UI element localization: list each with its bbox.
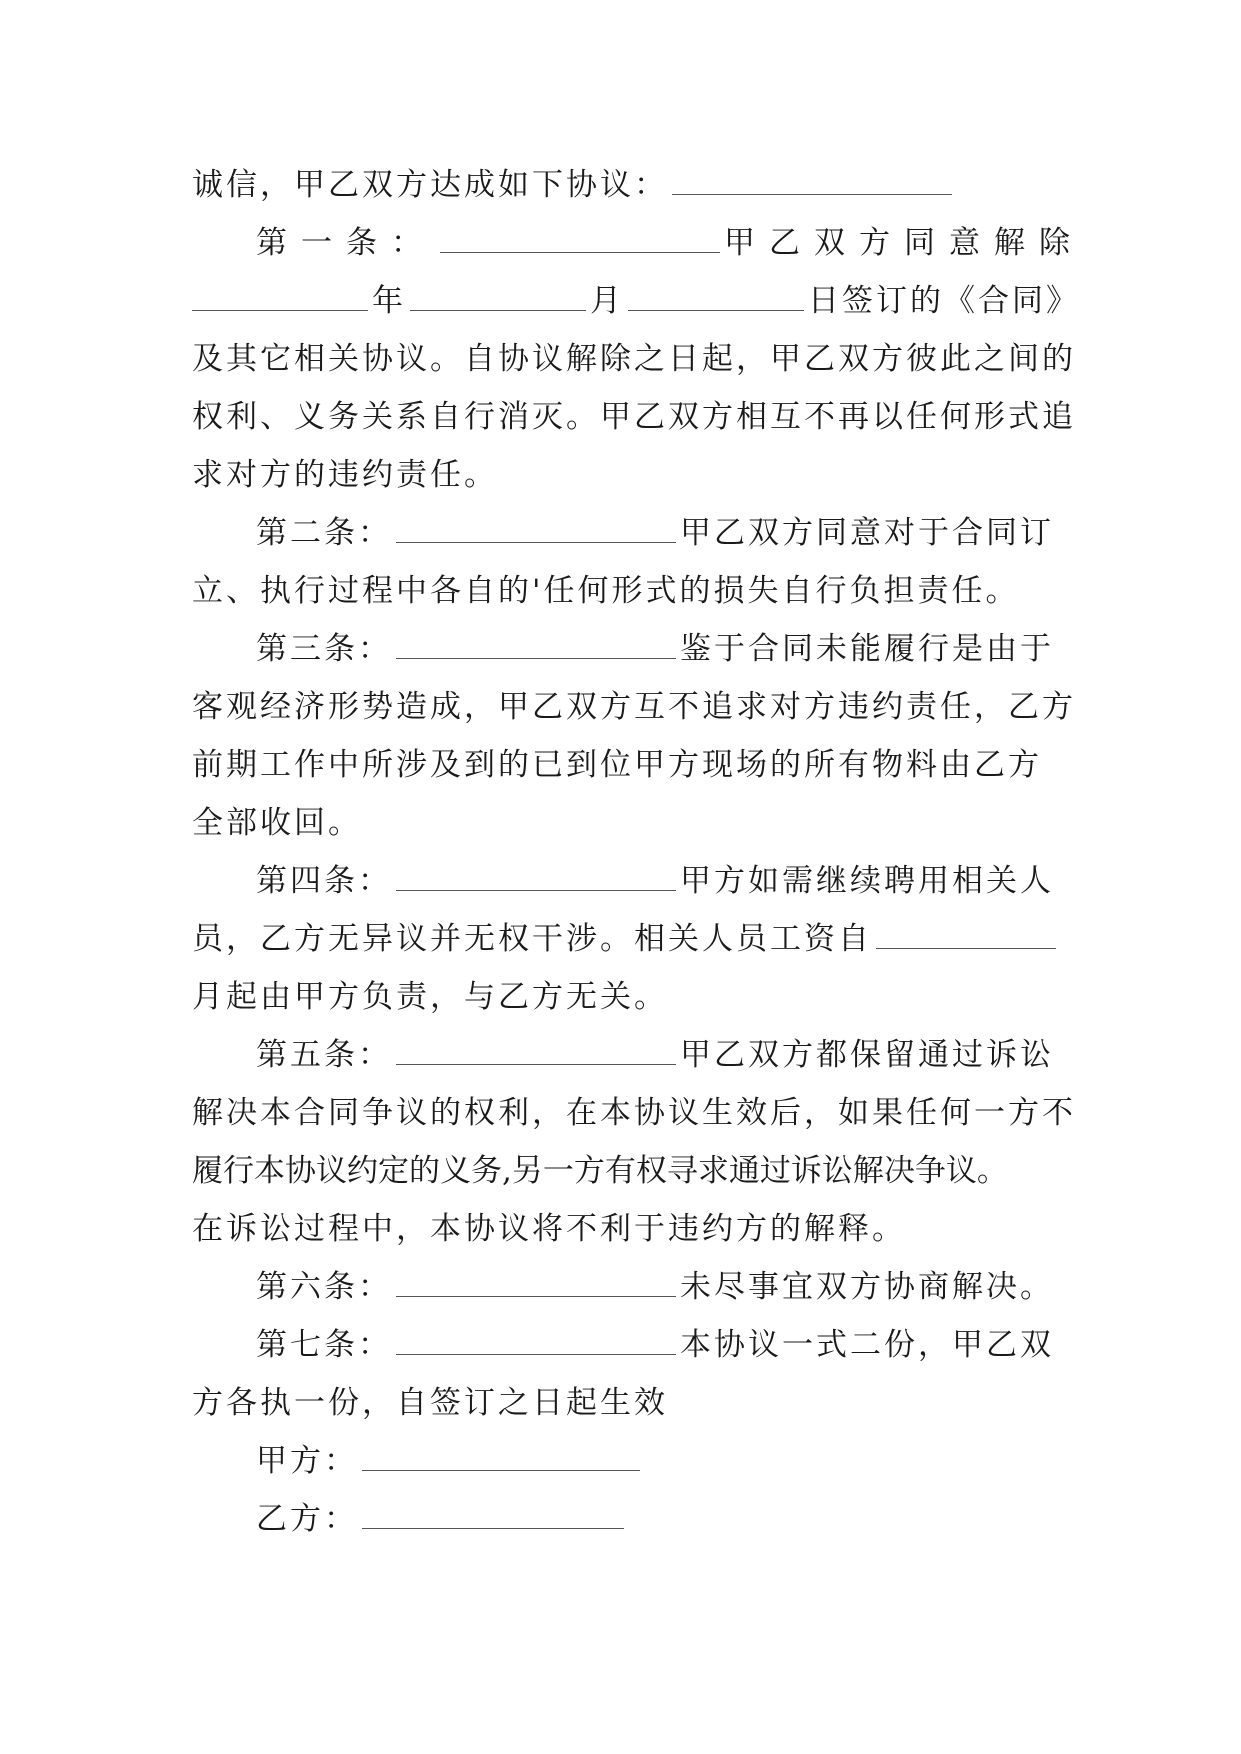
article2-line1	[192, 504, 1052, 562]
article2-text-head: 甲乙双方同意对于合同订	[680, 515, 1054, 551]
article3-text-head: 鉴于合同未能履行是由于	[680, 631, 1054, 667]
article1-label: 第一条：	[256, 225, 436, 261]
year-blank	[192, 280, 368, 311]
article4-line3: 月起由甲方负责，与乙方无关。	[192, 979, 668, 1015]
salary-month-blank	[876, 918, 1056, 949]
article6-blank	[396, 1266, 676, 1297]
article3-line4: 全部收回。	[192, 805, 362, 841]
article5-label: 第五条：	[256, 1037, 392, 1073]
day-text: 日签订的《合同》	[808, 283, 1080, 319]
article5-text-head: 甲乙双方都保留通过诉讼	[680, 1037, 1054, 1073]
article1-text-head: 甲乙双方同意解除	[724, 225, 1084, 261]
day-blank	[628, 280, 804, 311]
party-a-signature-blank	[362, 1440, 640, 1471]
article3-blank	[396, 628, 676, 659]
article4-line1	[192, 852, 1052, 910]
article4-blank	[396, 860, 676, 891]
article5-line3: 履行本协议约定的义务,另一方有权寻求通过诉讼解决争议。	[192, 1153, 1008, 1189]
article2-blank	[396, 512, 676, 543]
article1-line3: 及其它相关协议。自协议解除之日起，甲乙双方彼此之间的	[192, 341, 1076, 377]
article6-text: 未尽事宜双方协商解决。	[680, 1269, 1054, 1305]
article3-label: 第三条：	[256, 631, 392, 667]
article5-line4: 在诉讼过程中，本协议将不利于违约方的解释。	[192, 1211, 906, 1247]
intro-line	[192, 156, 1052, 214]
article7-blank	[396, 1324, 676, 1355]
article3-line2: 客观经济形势造成，甲乙双方互不追求对方违约责任，乙方	[192, 689, 1076, 725]
year-label: 年	[372, 283, 406, 319]
article1-line2	[192, 272, 1080, 330]
article4-line2-text: 员，乙方无异议并无权干涉。相关人员工资自	[192, 921, 872, 957]
intro-blank	[672, 164, 952, 195]
article2-line2: 立、执行过程中各自的'任何形式的损失自行负担责任。	[192, 573, 1020, 609]
article4-line2	[192, 910, 1052, 968]
article7-text-head: 本协议一式二份，甲乙双	[680, 1327, 1054, 1363]
article2-label: 第二条：	[256, 515, 392, 551]
article3-line3: 前期工作中所涉及到的已到位甲方现场的所有物料由乙方	[192, 747, 1042, 783]
party-b-line	[192, 1490, 1052, 1548]
party-a-line	[192, 1432, 1052, 1490]
article3-line1	[192, 620, 1052, 678]
article6-label: 第六条：	[256, 1269, 392, 1305]
article5-line2: 解决本合同争议的权利，在本协议生效后，如果任何一方不	[192, 1095, 1076, 1131]
month-blank	[410, 280, 586, 311]
article4-text-head: 甲方如需继续聘用相关人	[680, 863, 1054, 899]
document-body	[192, 156, 1084, 1548]
article1-line4: 权利、义务关系自行消灭。甲乙双方相互不再以任何形式追	[192, 399, 1076, 435]
article5-blank	[396, 1034, 676, 1065]
article1-line5: 求对方的违约责任。	[192, 457, 498, 493]
party-b-label: 乙方：	[256, 1501, 358, 1537]
article5-line1	[192, 1026, 1052, 1084]
article7-line1	[192, 1316, 1052, 1374]
article7-label: 第七条：	[256, 1327, 392, 1363]
article1-line1	[192, 214, 1084, 272]
intro-text: 诚信，甲乙双方达成如下协议：	[192, 167, 668, 203]
month-label: 月	[590, 283, 624, 319]
party-a-label: 甲方：	[256, 1443, 358, 1479]
article1-blank	[440, 222, 720, 253]
article4-label: 第四条：	[256, 863, 392, 899]
article6-line1	[192, 1258, 1052, 1316]
article7-line2: 方各执一份，自签订之日起生效	[192, 1385, 668, 1421]
party-b-signature-blank	[362, 1498, 624, 1529]
